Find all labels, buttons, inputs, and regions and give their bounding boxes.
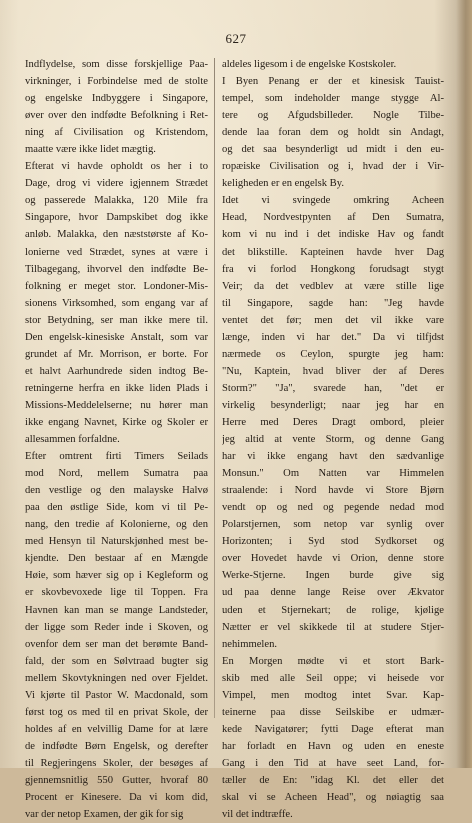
text-line: de indfødte Børn Engelsk, og derefter	[25, 740, 208, 752]
text-line: længe, inden vi har det." Da vi tilfjdst	[222, 331, 444, 343]
text-line: nehimmelen.	[222, 638, 278, 650]
text-line: Gang i den Tid at have seet Land, for-	[222, 757, 444, 769]
text-line: teinerne paa disse Seilskibe er udmær-	[222, 706, 444, 718]
text-line: fra vi forlod Hongkong forudsagt stygt	[222, 263, 444, 275]
text-line: først tog os med til en privat Skole, der	[25, 706, 208, 718]
text-line: kede Navigatører; fytti Dage efterat man	[222, 723, 444, 735]
text-line: Den engelsk-kinesiske Anstalt, som var	[25, 331, 208, 343]
text-line: I Byen Penang er der et kinesisk Tauist-	[222, 76, 444, 88]
page-number: 627	[225, 31, 247, 46]
text-line: over Hovedet havde vi Orion, denne store	[222, 553, 444, 565]
text-line: Nætter er vel skikkede til at studere Stjer-	[222, 621, 444, 633]
text-line: tæller de En: "idag Kl. det eller det	[222, 774, 444, 786]
text-line: ropæiske Civilisation og i, hvad der i Vir-	[222, 161, 444, 173]
text-line: "Nu, Kaptein, hvad bliver der af Deres	[222, 365, 444, 377]
text-line: En Morgen mødte vi et stort Bark-	[222, 655, 444, 667]
text-line: nærmede os Ceylon, spurgte jeg ham:	[222, 348, 444, 360]
text-line: retningerne herfra en ikke liden Plads i	[25, 382, 208, 394]
text-line: Indflydelse, som disse forskjellige Paa-	[25, 59, 208, 70]
text-line: aldeles ligesom i de engelske Kostskoler.	[222, 59, 397, 70]
text-line: kjendte. Den bestaar af en Mængde	[25, 553, 208, 565]
text-line: ning af Civilisation og Kristendom,	[25, 127, 208, 139]
text-line: folkning er meget stor. Londoner-Mis-	[25, 280, 208, 292]
text-line: Tilbagegang, ihvorvel den indfødte Be-	[25, 263, 208, 275]
text-line: Werke-Stjerne. Ingen burde give sig	[222, 570, 444, 582]
text-line: ventet det før; men det vil ikke vare	[222, 314, 444, 326]
text-line: og det saa besynderligt ud midt i den eu-	[222, 144, 444, 156]
text-line: er skovbevoxede lige til Toppen. Fra	[25, 587, 208, 599]
text-line: Efter omtrent firti Timers Seilads	[25, 451, 208, 463]
text-line: uden et Stjernekart; de rolige, kjølige	[222, 604, 444, 616]
text-line: fald, der som en Sølvtraad bugter sig	[25, 655, 208, 667]
text-line: Singapore, hvor Dampskibet dog ikke	[25, 212, 208, 224]
text-line: var der netop Examen, der gik for sig	[25, 809, 184, 821]
text-line: jeg altid at vente Storm, og denne Gang	[222, 434, 444, 446]
text-line: virkelig besynderligt; naar jeg har en	[222, 399, 444, 411]
text-line: nang, den tredie af Kolonierne, og den	[25, 519, 208, 531]
text-line: med Hensyn til Naturskjønhed mest be-	[25, 536, 208, 548]
text-line: virkninger, i Forbindelse med de stolte	[25, 76, 208, 88]
text-line: øver over den indfødte Befolkning i Ret-	[25, 110, 208, 122]
text-line: ovenfor dem ser man det berømte Band-	[25, 638, 208, 650]
text-line: et halvt Aarhundrede siden indtog Be-	[25, 365, 208, 377]
text-line: vendt op og ned og pegende nedad mod	[222, 502, 444, 514]
text-line: Veir; da det vedblev at være stille lige	[222, 280, 444, 292]
text-line: holdes af en velvillig Dame for at lære	[25, 723, 208, 735]
text-line: Herre med Deres Dragt ombord, pleier	[222, 416, 444, 428]
text-line: den vestlige og den malayske Halvø	[25, 485, 208, 497]
text-line: mellem Skovtykningen ned over Fjeldet.	[25, 672, 208, 684]
text-line: stor Betydning, ser man ikke mere til.	[25, 314, 208, 326]
text-line: skal vi se Acheen Head", og nøiagtig saa	[222, 792, 444, 804]
text-line: Dage, drog vi videre igjennem Strædet	[25, 178, 208, 190]
text-line: mod Nord, mellem Sumatra paa	[25, 468, 208, 480]
text-line: sionens Virksomhed, som engang var af	[25, 297, 208, 309]
text-line: Vimpel, men modtog intet Svar. Kap-	[222, 689, 444, 701]
text-line: kom vi nu ind i det indiske Hav og fandt	[222, 229, 444, 241]
text-line: Havnen kan man se mange Landsteder,	[25, 604, 208, 616]
text-line: ikke engang Navnet, Kirke og Skoler er	[25, 416, 208, 428]
text-line: maatte være ikke lidet mægtig.	[25, 144, 156, 156]
text-line: dende laa foran dem og holdt sin Andagt,	[222, 127, 444, 139]
page-edge-shadow	[456, 0, 472, 768]
text-line: keligheden er en engelsk By.	[222, 178, 344, 190]
text-line: straalende: i Nord havde vi Store Bjørn	[222, 485, 444, 497]
text-line: og engelske Indbyggere i Singapore,	[25, 93, 208, 105]
text-line: ud paa denne lange Reise over Ækvator	[222, 587, 444, 599]
text-line: grundet af Mr. Morrison, er borte. For	[25, 348, 208, 360]
text-line: til Singapore, sagde han: "Jeg havde	[222, 297, 444, 309]
left-text-column	[25, 56, 208, 823]
text-line: skib med alle Seil oppe; vi heisede vor	[222, 672, 444, 684]
text-line: har vi ikke engang havt den sædvanlige	[222, 451, 444, 463]
text-line: Head, Nordvestpynten af Den Sumatra,	[222, 212, 444, 224]
text-line: paa den østlige Side, kom vi til Pe-	[25, 502, 208, 514]
text-line: der ligge som Reder inde i Skoven, og	[25, 621, 208, 633]
text-line: Monsun." Om Natten var Himmelen	[222, 468, 444, 480]
text-line: Storm?" "Ja", svarede han, "det er	[222, 382, 444, 394]
text-line: vil det indtræffe.	[222, 809, 293, 821]
text-line: lonierne ved Strædet, synes at være i	[25, 246, 208, 258]
text-line: Høie, som hæver sig op i Kegleform og	[25, 570, 208, 582]
column-divider	[214, 58, 215, 718]
text-line: Vi kjørte til Pastor W. Macdonald, som	[25, 689, 208, 701]
text-line: Efterat vi havde opholdt os her i to	[25, 161, 208, 173]
text-line: tere og Afgudsbilleder. Nogle Tilbe-	[222, 110, 444, 122]
text-line: har forladt en Havn og uden en eneste	[222, 740, 444, 752]
text-line: gjennemsnitlig 550 Gutter, hvoraf 80	[25, 774, 208, 786]
text-line: Procent er Kinesere. Da vi kom did,	[25, 792, 208, 804]
text-line: det blikstille. Kapteinen havde hver Dag	[222, 246, 444, 258]
text-line: og passerede Malakka, 120 Mile fra	[25, 195, 208, 207]
right-text-column	[222, 56, 444, 823]
text-line: Polarstjernen, som netop var synlig over	[222, 519, 444, 531]
text-line: Missions-Meddelelserne; nu hører man	[25, 399, 208, 411]
text-line: Idet vi svingede omkring Acheen	[222, 195, 444, 207]
text-line: Horizonten; i Syd stod Sydkorset og	[222, 536, 444, 548]
text-line: til Regjeringens Skoler, der besøges af	[25, 757, 208, 769]
text-line: allesammen forfaldne.	[25, 434, 120, 446]
text-line: tempel, som indeholder mange stygge Al-	[222, 93, 444, 105]
text-line: anløb. Malakka, den næststørste af Ko-	[25, 229, 208, 241]
